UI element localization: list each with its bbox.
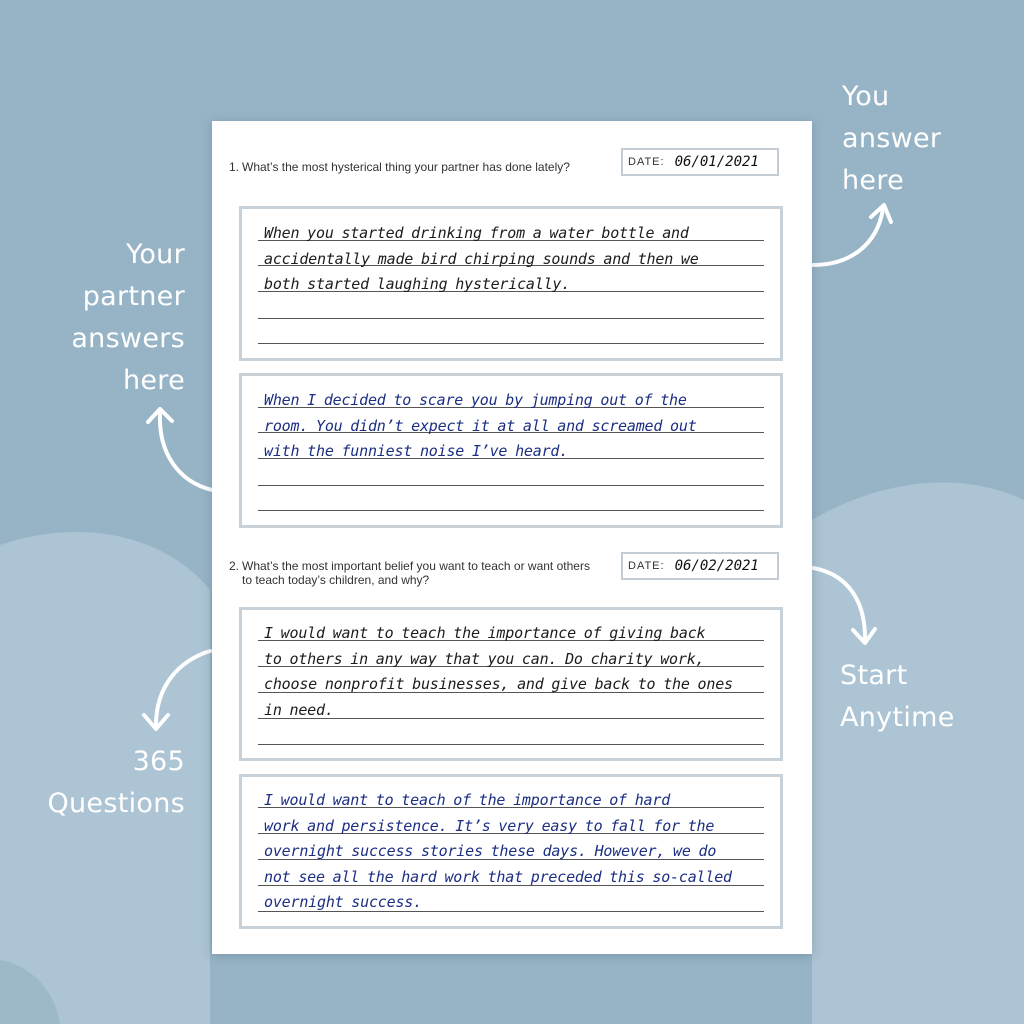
partner-answer-text: When I decided to scare you by jumping out of the room. You didn’t expect it at all and screamed out with the funniest noise I’ve heard. <box>264 391 697 460</box>
date-label: DATE: <box>628 560 665 572</box>
question-number: 2. <box>229 559 240 573</box>
date-label: DATE: <box>628 156 665 168</box>
partner-answer-box[interactable] <box>239 774 783 929</box>
question-text: What’s the most important belief you want to teach or want others to teach today’s children, and why? <box>242 559 590 587</box>
date-box[interactable] <box>621 148 779 176</box>
your-answer-box[interactable] <box>239 206 783 361</box>
label-partner-answers-here: Your partner answers here <box>71 239 185 396</box>
question-text: What’s the most hysterical thing your partner has done lately? <box>242 160 570 174</box>
curved-arrow-icon <box>805 195 895 275</box>
journal-page <box>212 121 812 954</box>
date-value: 06/01/2021 <box>674 154 759 170</box>
partner-answer-box[interactable] <box>239 373 783 528</box>
your-answer-text: When you started drinking from a water bottle and accidentally made bird chirping sounds and then we both started laughing hysterically. <box>264 224 699 293</box>
your-answer-box[interactable] <box>239 607 783 761</box>
question-1 <box>229 160 592 175</box>
question-2 <box>229 559 592 587</box>
question-number: 1. <box>229 160 240 174</box>
label-start-anytime: Start Anytime <box>840 660 955 733</box>
date-box[interactable] <box>621 552 779 580</box>
curved-arrow-icon <box>138 645 218 740</box>
label-365-questions: 365 Questions <box>47 746 185 819</box>
your-answer-text: I would want to teach the importance of giving back to others in any way that you can. Do charity work, choose nonprofit businesses, and give back to the ones in need. <box>264 624 733 719</box>
date-value: 06/02/2021 <box>674 558 759 574</box>
label-you-answer-here: You answer here <box>842 81 942 196</box>
curved-arrow-icon <box>805 560 885 650</box>
curved-arrow-icon <box>140 400 220 495</box>
partner-answer-text: I would want to teach of the importance of hard work and persistence. It’s very easy to fall for the overnight success stories these days. However, we do not see all the hard work that preceded this so-called overnight success. <box>264 791 732 911</box>
